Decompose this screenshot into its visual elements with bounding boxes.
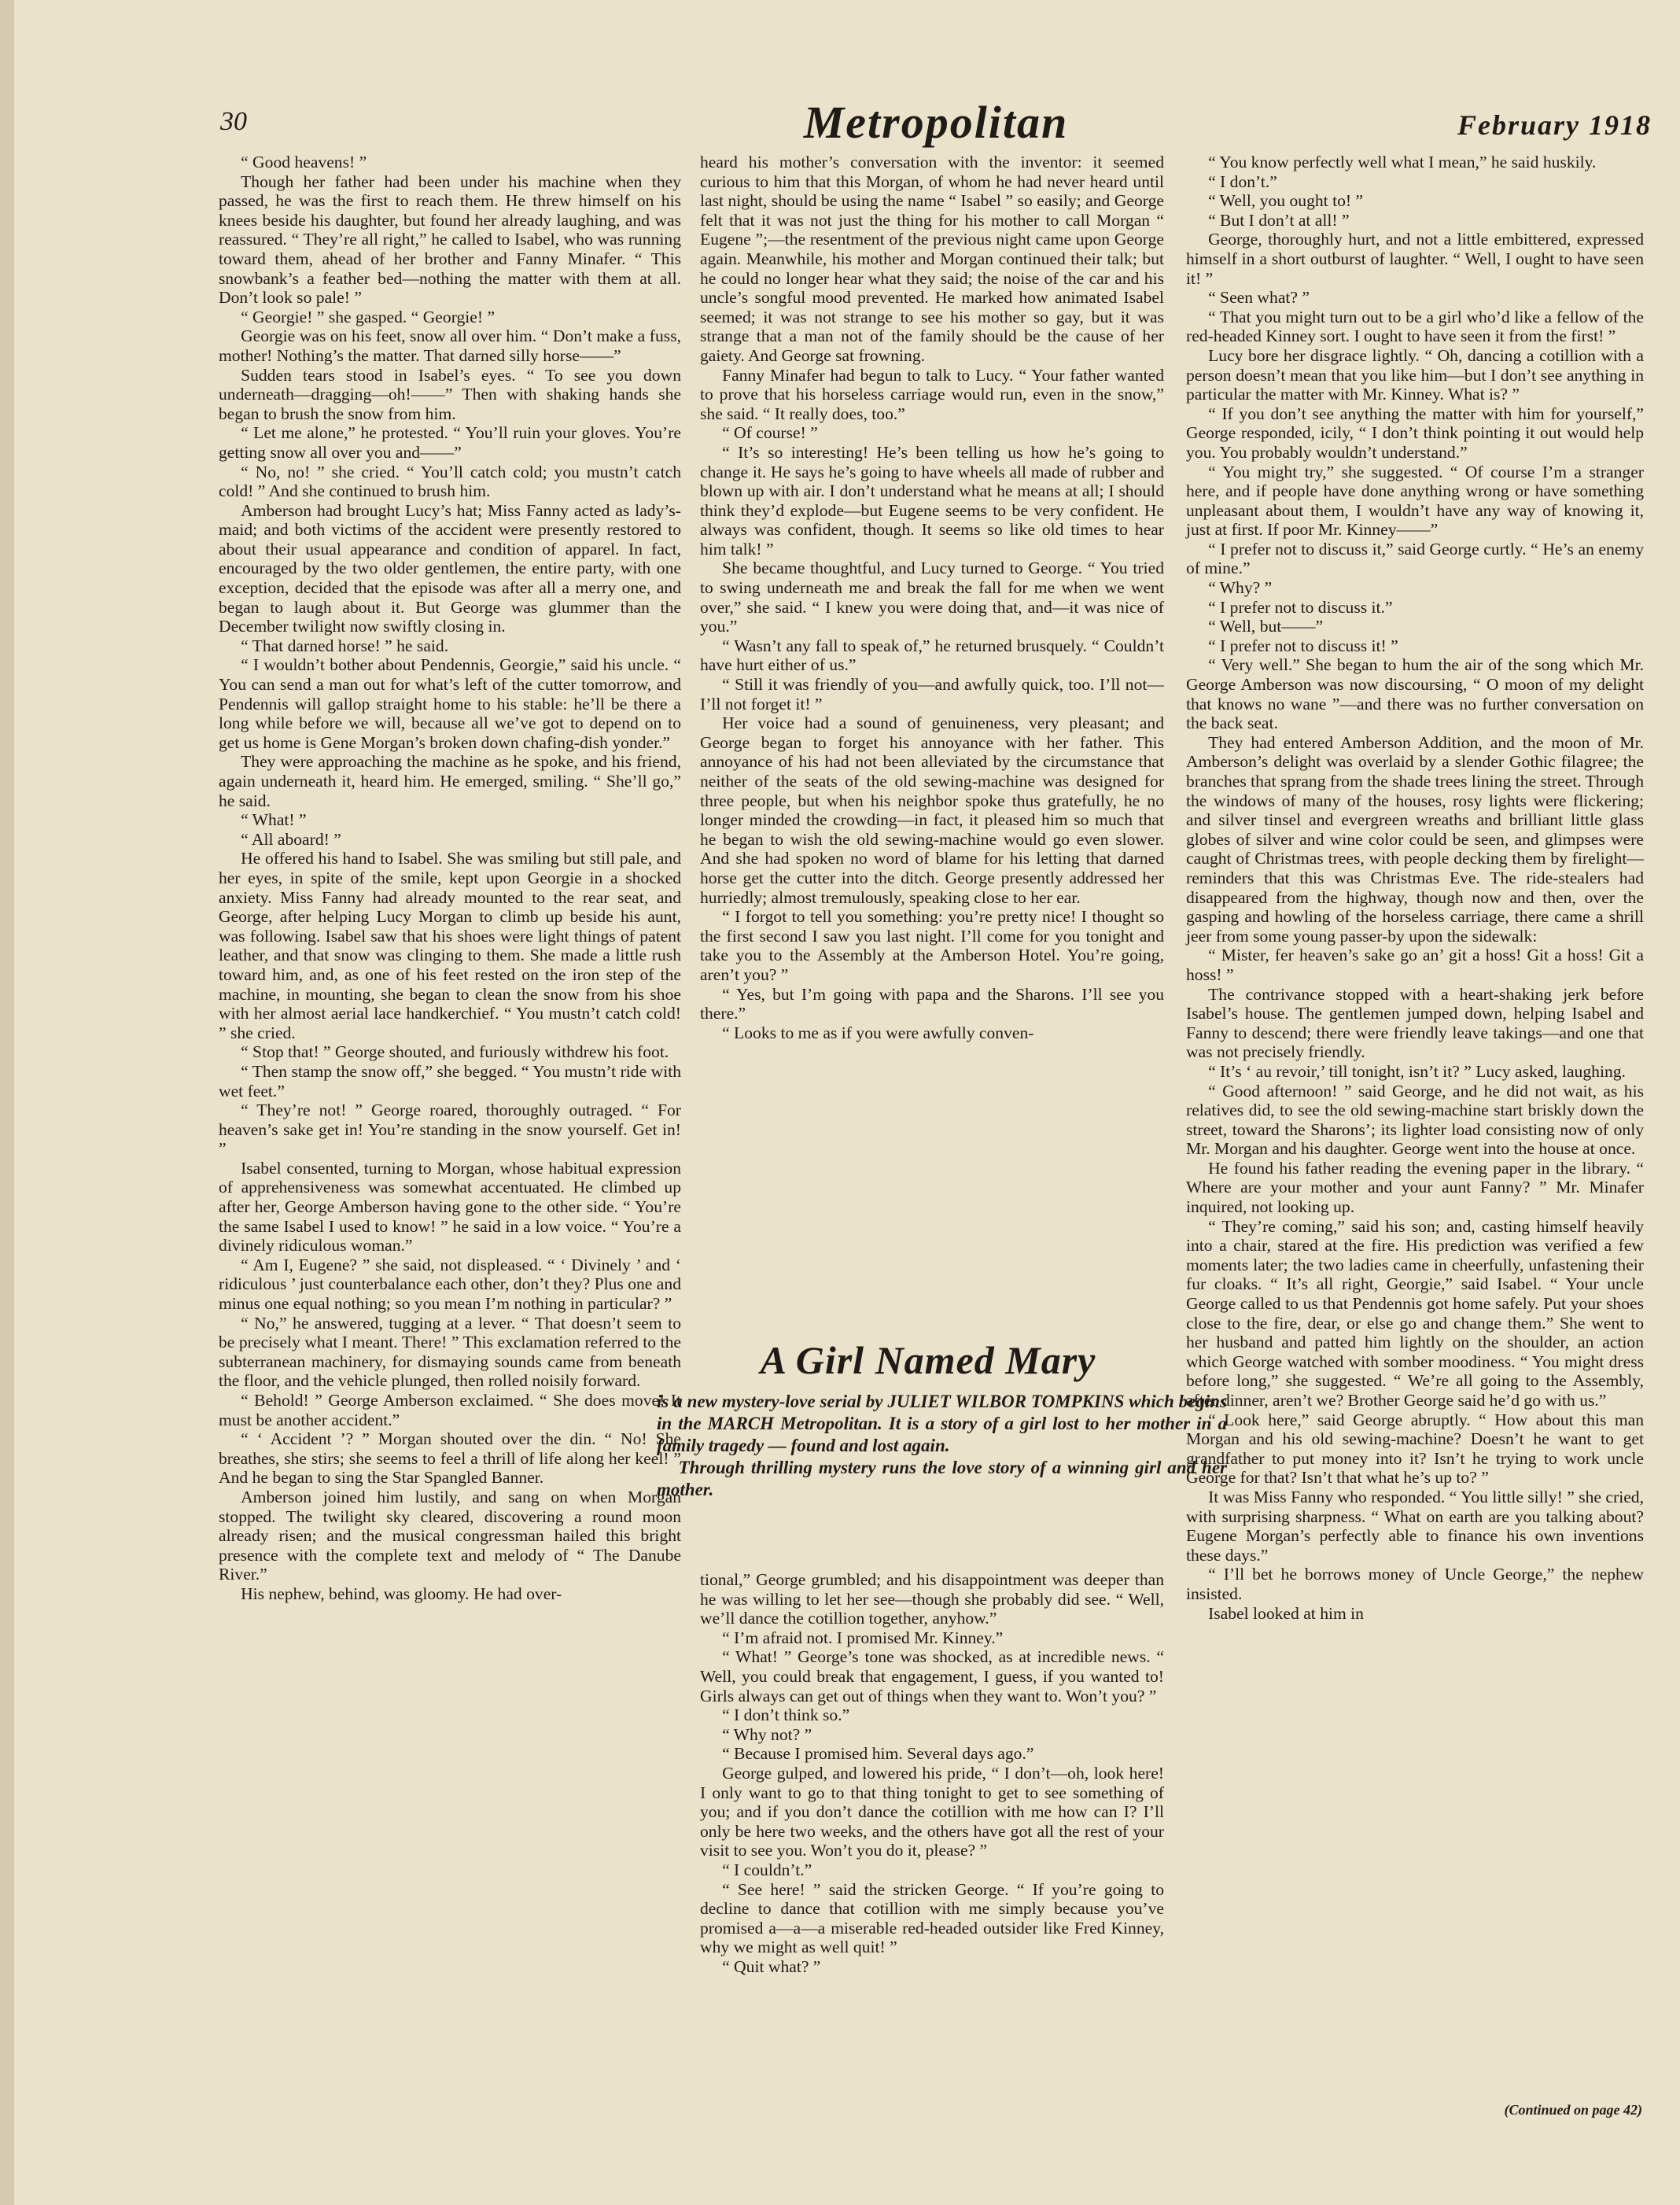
paragraph: “ I prefer not to discuss it.” xyxy=(1208,597,1393,617)
paragraph: “ That darned horse! ” he said. xyxy=(241,636,449,655)
paragraph: “ Seen what? ” xyxy=(1208,288,1310,308)
paragraph: “ If you don’t see anything the matter with him for yourself,” George responded, icily, “ I don’t think pointing it out would help you. You probably wouldn’t understand.” xyxy=(1186,404,1644,462)
paragraph: “ You know perfectly well what I mean,” he said huskily. xyxy=(1208,153,1597,171)
text-column-3 xyxy=(1186,153,1644,2127)
paragraph: George, thoroughly hurt, and not a little embittered, expressed himself in a short outburst of laughter. “ Well, I ought to have seen it! ” xyxy=(1186,230,1644,288)
text-column-1 xyxy=(219,153,681,2127)
paragraph: “ I couldn’t.” xyxy=(722,1860,812,1879)
paragraph: “ Of course! ” xyxy=(722,423,818,443)
paragraph: “ Wasn’t any fall to speak of,” he returned brusquely. “ Couldn’t have hurt either of us.” xyxy=(700,636,1164,675)
paragraph: They were approaching the machine as he spoke, and his friend, again underneath it, heard him. He emerged, smiling. “ She’ll go,” he said. xyxy=(219,752,681,810)
announcement-line: Through thrilling mystery runs the love story of a winning girl and her mother. xyxy=(657,1458,1227,1499)
paragraph: “ Looks to me as if you were awfully conven- xyxy=(722,1023,1034,1042)
paragraph: Amberson had brought Lucy’s hat; Miss Fanny acted as lady’s-maid; and both victims of the accident were presently restored to about their usual appearance and condition of apparel. In fact, encouraged by the two older gentlemen, the entire party, with one exception, decided that the episode was after all a merry one, and began to laugh about it. But George was glummer than the December twilight now swiftly closing in. xyxy=(219,500,681,636)
paragraph: Sudden tears stood in Isabel’s eyes. “ To see you down underneath—dragging—oh!——” Then with shaking hands she began to brush the snow from him. xyxy=(219,365,681,423)
text-column-2-lower xyxy=(700,1570,1164,2129)
paragraph: “ They’re not! ” George roared, thoroughly outraged. “ For heaven’s sake get in! You’re standing in the snow yourself. Get in! ” xyxy=(219,1101,681,1159)
paragraph: “ I’m afraid not. I promised Mr. Kinney.” xyxy=(722,1628,1004,1647)
paragraph: “ ‘ Accident ’? ” Morgan shouted over the din. “ No! She breathes, she stirs; she seems to feel a thrill of life along her keel! ” And he began to sing the Star Spangled Banner. xyxy=(219,1429,681,1488)
paragraph: “ Why? ” xyxy=(1208,578,1273,598)
paragraph: Her voice had a sound of genuineness, very pleasant; and George began to forget his annoyance with her father. This annoyance of his had not been alleviated by the circumstance that neither of the seats of the old sewing-machine was designed for three people, but when his neighbor spoke thus gratefully, he no longer minded the crowding—in fact, it pleased him so much that he began to wish the old sewing-machine would go even slower. And she had spoken no word of blame for his letting that darned horse get the cutter into the ditch. George presently addressed her hurriedly; almost tremulously, speaking close to her ear. xyxy=(700,713,1164,907)
paragraph: “ No, no! ” she cried. “ You’ll catch cold; you mustn’t catch cold! ” And she continued to brush him. xyxy=(219,462,681,501)
paragraph: “ All aboard! ” xyxy=(241,829,341,849)
paragraph: “ I don’t.” xyxy=(1208,171,1277,191)
page-edge xyxy=(0,0,14,2205)
paragraph: “ What! ” George’s tone was shocked, as at incredible news. “ Well, you could break that engagement, I guess, if you wanted to! Girls always can get out of things when they want to. Won’t you? ” xyxy=(700,1647,1164,1705)
paragraph: “ You might try,” she suggested. “ Of course I’m a stranger here, and if people have done anything wrong or have something unpleasant about them, I wouldn’t have any way of knowing it, just at first. If poor Mr. Kinney——” xyxy=(1186,462,1644,540)
paragraph: It was Miss Fanny who responded. “ You little silly! ” she cried, with surprising sharpness. “ What on earth are you talking about? Eugene Morgan’s perfectly able to finance his own inventions these days.” xyxy=(1186,1487,1644,1565)
paragraph: “ Quit what? ” xyxy=(722,1956,821,1976)
paragraph: “ Mister, fer heaven’s sake go an’ git a hoss! Git a hoss! Git a hoss! ” xyxy=(1186,946,1644,984)
paragraph: “ Look here,” said George abruptly. “ How about this man Morgan and his old sewing-machine? Doesn’t he want to get grandfather to put money into it? Isn’t he trying to work uncle George for that? Isn’t that what he’s up to? ” xyxy=(1186,1410,1644,1488)
paragraph: “ Good heavens! ” xyxy=(241,153,367,171)
paragraph: “ Well, but——” xyxy=(1208,617,1324,636)
paragraph: “ Stop that! ” George shouted, and furiously withdrew his foot. xyxy=(241,1042,669,1062)
paragraph: “ Then stamp the snow off,” she begged. “ You mustn’t ride with wet feet.” xyxy=(219,1061,681,1101)
paragraph: “ Very well.” She began to hum the air of the song which Mr. George Amberson was now discoursing, “ O moon of my delight that knows no wane ”—and there was no further conversation on the back seat. xyxy=(1186,655,1644,733)
paragraph: Fanny Minafer had begun to talk to Lucy. “ Your father wanted to prove that his horseless carriage would run, even in the snow,” she said. “ It really does, too.” xyxy=(700,365,1164,423)
paragraph: “ It’s so interesting! He’s been telling us how he’s going to change it. He says he’s going to have wheels all made of rubber and blown up with air. I don’t understand what he means at all; I should think they’d explode—but Eugene seems to be very confident. He always was confident, though. It seems so like old times to hear him talk! ” xyxy=(700,442,1164,559)
paragraph: His nephew, behind, was gloomy. He had over- xyxy=(241,1584,562,1603)
paragraph: “ Let me alone,” he protested. “ You’ll ruin your gloves. You’re getting snow all over you and——” xyxy=(219,423,681,462)
paragraph: “ Am I, Eugene? ” she said, not displeased. “ ‘ Divinely ’ and ‘ ridiculous ’ just counterbalance each other, don’t they? Plus one and minus one equal nothing; so you mean I’m nothing in particular? ” xyxy=(219,1255,681,1314)
page-number: 30 xyxy=(220,107,247,136)
continued-note: (Continued on page 42) xyxy=(1504,2102,1642,2118)
paragraph: “ Why not? ” xyxy=(722,1724,812,1744)
paragraph: “ I forgot to tell you something: you’re pretty nice! I thought so the first second I saw you last night. I’ll come for you tonight and take you to the Assembly at the Amberson Hotel. You’re going, aren’t you? ” xyxy=(700,907,1164,984)
paragraph: Amberson joined him lustily, and sang on when Morgan stopped. The twilight sky cleared, discovering a round moon already risen; and the musical congressman hailed this bright presence with the complete text and melody of “ The Danube River.” xyxy=(219,1487,681,1584)
paragraph: She became thoughtful, and Lucy turned to George. “ You tried to swing underneath me and break the fall for me when we went over,” she said. “ I knew you were doing that, and—it was nice of you.” xyxy=(700,559,1164,636)
paragraph: “ Well, you ought to! ” xyxy=(1208,191,1364,211)
paragraph: “ Yes, but I’m going with papa and the Sharons. I’ll see you there.” xyxy=(700,984,1164,1023)
serial-announcement xyxy=(629,1337,1227,1542)
paragraph: “ Good afternoon! ” said George, and he did not wait, as his relatives did, to see the old sewing-machine start briskly down the street, toward the Sharons’; its lighter load consisting now of only Mr. Morgan and his daughter. George went into the house at once. xyxy=(1186,1081,1644,1159)
paragraph: Isabel consented, turning to Morgan, whose habitual expression of apprehensiveness was somewhat accentuated. He climbed up after her, George Amberson having gone to the other side. “ You’re the same Isabel I used to know! ” he said in a low voice. “ You’re a divinely ridiculous woman.” xyxy=(219,1158,681,1256)
paragraph: “ That you might turn out to be a girl who’d like a fellow of the red-headed Kinney sort. I ought to have seen it from the first! ” xyxy=(1186,307,1644,346)
paragraph: He found his father reading the evening paper in the library. “ Where are your mother and your aunt Fanny? ” Mr. Minafer inquired, not looking up. xyxy=(1186,1158,1644,1217)
paragraph: “ See here! ” said the stricken George. “ If you’re going to decline to dance that cotillion with me simply because you’ve promised a—a—a miserable red-headed outsider like Fred Kinney, why we might as well quit! ” xyxy=(700,1879,1164,1957)
paragraph: He offered his hand to Isabel. She was smiling but still pale, and her eyes, in spite of the smile, kept upon Georgie in a shocked anxiety. Miss Fanny had already mounted to the rear seat, and George, after helping Lucy Morgan to climb up beside his aunt, was following. Isabel saw that his shoes were light things of patent leather, and that snow was clinging to them. She made a little rush toward him, and, as one of his feet rested on the iron step of the machine, in mounting, she began to clean the snow from his shoe with her almost aerial lace handkerchief. “ You mustn’t catch cold! ” she cried. xyxy=(219,849,681,1042)
paragraph: “ I wouldn’t bother about Pendennis, Georgie,” said his uncle. “ You can send a man out for what’s left of the cutter tomorrow, and Pendennis will gallop straight home to his stable: he’ll be there a long while before we will, because all we’ve got to depend on to get us home is Gene Morgan’s broken down chafing-dish yonder.” xyxy=(219,655,681,752)
announcement-text xyxy=(657,1391,1227,1501)
magazine-title: Metropolitan xyxy=(803,97,1069,148)
issue-date: February 1918 xyxy=(1457,109,1652,141)
paragraph: heard his mother’s conversation with the inventor: it seemed curious to him that this Morgan, of whom he had never heard until last night, should be using the name “ Isabel ” so easily; and George felt that it was not just the thing for his mother to call Morgan “ Eugene ”;—the resentment of the previous night came upon George again. Meanwhile, his mother and Morgan continued their talk; but he could no longer hear what they said; the noise of the car and his uncle’s songful mood prevented. He marked how animated Isabel seemed; it was not strange to see his mother so gay, but it was strange that a man not of the family should be the cause of her gaiety. And George sat frowning. xyxy=(700,153,1164,365)
page-header xyxy=(220,97,1652,149)
paragraph: “ Still it was friendly of you—and awfully quick, too. I’ll not—I’ll not forget it! ” xyxy=(700,675,1164,713)
paragraph: “ What! ” xyxy=(241,810,307,830)
paragraph: “ I’ll bet he borrows money of Uncle George,” the nephew insisted. xyxy=(1186,1565,1644,1603)
paragraph: “ Georgie! ” she gasped. “ Georgie! ” xyxy=(241,307,496,326)
announcement-line: is a new mystery-love serial by JULIET WILBOR TOMPKINS which begins in the MARCH Metropolitan. It is a story of a girl lost to her mother in a family tragedy — found and lost again. xyxy=(657,1392,1227,1455)
paragraph: “ It’s ‘ au revoir,’ till tonight, isn’t it? ” Lucy asked, laughing. xyxy=(1208,1061,1626,1081)
paragraph: “ But I don’t at all! ” xyxy=(1208,210,1350,230)
paragraph: tional,” George grumbled; and his disappointment was deeper than he was willing to let her see—though she probably did see. “ Well, we’ll dance the cotillion together, anyhow.” xyxy=(700,1570,1164,1628)
paragraph: Georgie was on his feet, snow all over him. “ Don’t make a fuss, mother! Nothing’s the matter. That darned silly horse——” xyxy=(219,326,681,365)
text-column-2 xyxy=(700,153,1164,1325)
paragraph: Isabel looked at him in xyxy=(1208,1603,1364,1623)
paragraph: The contrivance stopped with a heart-shaking jerk before Isabel’s house. The gentlemen jumped down, helping Isabel and Fanny to descend; there were friendly leave takings—and one that was not precisely friendly. xyxy=(1186,984,1644,1062)
paragraph: “ Behold! ” George Amberson exclaimed. “ She does move! It must be another accident.” xyxy=(219,1391,681,1429)
paragraph: “ They’re coming,” said his son; and, casting himself heavily into a chair, stared at the fire. His prediction was verified a few moments later; the two ladies came in cheerfully, unfastening their fur cloaks. “ It’s all right, Georgie,” said Isabel. “ Your uncle George called to us that Pendennis got home safely. Put your shoes close to the fire, dear, or else go and change them.” She went to her husband and patted him lightly on the shoulder, an action which George watched with somber moodiness. “ You might dress before long,” she suggested. “ We’re all going to the Assembly, after dinner, aren’t we? Brother George said he’d go with us.” xyxy=(1186,1216,1644,1410)
paragraph: Though her father had been under his machine when they passed, he was the first to reach them. He threw himself on his knees beside his daughter, but found her already laughing, and was reassured. “ They’re all right,” he called to Isabel, who was running toward them, ahead of her brother and Fanny Minafer. “ This snowbank’s a feather bed—nothing the matter with them at all. Don’t look so pale! ” xyxy=(219,171,681,308)
announcement-title: A Girl Named Mary xyxy=(760,1338,1096,1382)
paragraph: “ I prefer not to discuss it,” said George curtly. “ He’s an enemy of mine.” xyxy=(1186,539,1644,578)
paragraph: George gulped, and lowered his pride, “ I don’t—oh, look here! I only want to go to that thing tonight to get to see something of you; and if you don’t dance the cotillion with me how can I? I’ll only be here two weeks, and the others have got all the rest of your visit to see you. Won’t you do it, please? ” xyxy=(700,1763,1164,1860)
paragraph: They had entered Amberson Addition, and the moon of Mr. Amberson’s delight was overlaid by a slender Gothic filagree; the branches that sprang from the shade trees lining the street. Through the windows of many of the houses, rosy lights were flickering; and silver tinsel and evergreen wreaths and brilliant little glass globes of silver and wine color could be seen, and glimpses were caught of Christmas trees, with people decking them by firelight—reminders that this was Christmas Eve. The ride-stealers had disappeared from the highway, though now and then, over the gasping and howling of the horseless carriage, there came a shrill jeer from some young passer-by upon the sidewalk: xyxy=(1186,732,1644,946)
paragraph: Lucy bore her disgrace lightly. “ Oh, dancing a cotillion with a person doesn’t mean that you like him—but I don’t see anything in particular the matter with Mr. Kinney. What is? ” xyxy=(1186,345,1644,404)
paragraph: “ I prefer not to discuss it! ” xyxy=(1208,636,1398,655)
paragraph: “ No,” he answered, tugging at a lever. “ That doesn’t seem to be precisely what I meant. There! ” This exclamation referred to the subterranean machinery, for dismaying sounds came from beneath the floor, and the vehicle plunged, then rolled noisily forward. xyxy=(219,1313,681,1391)
paragraph: “ I don’t think so.” xyxy=(722,1705,850,1725)
paragraph: “ Because I promised him. Several days ago.” xyxy=(722,1744,1034,1764)
